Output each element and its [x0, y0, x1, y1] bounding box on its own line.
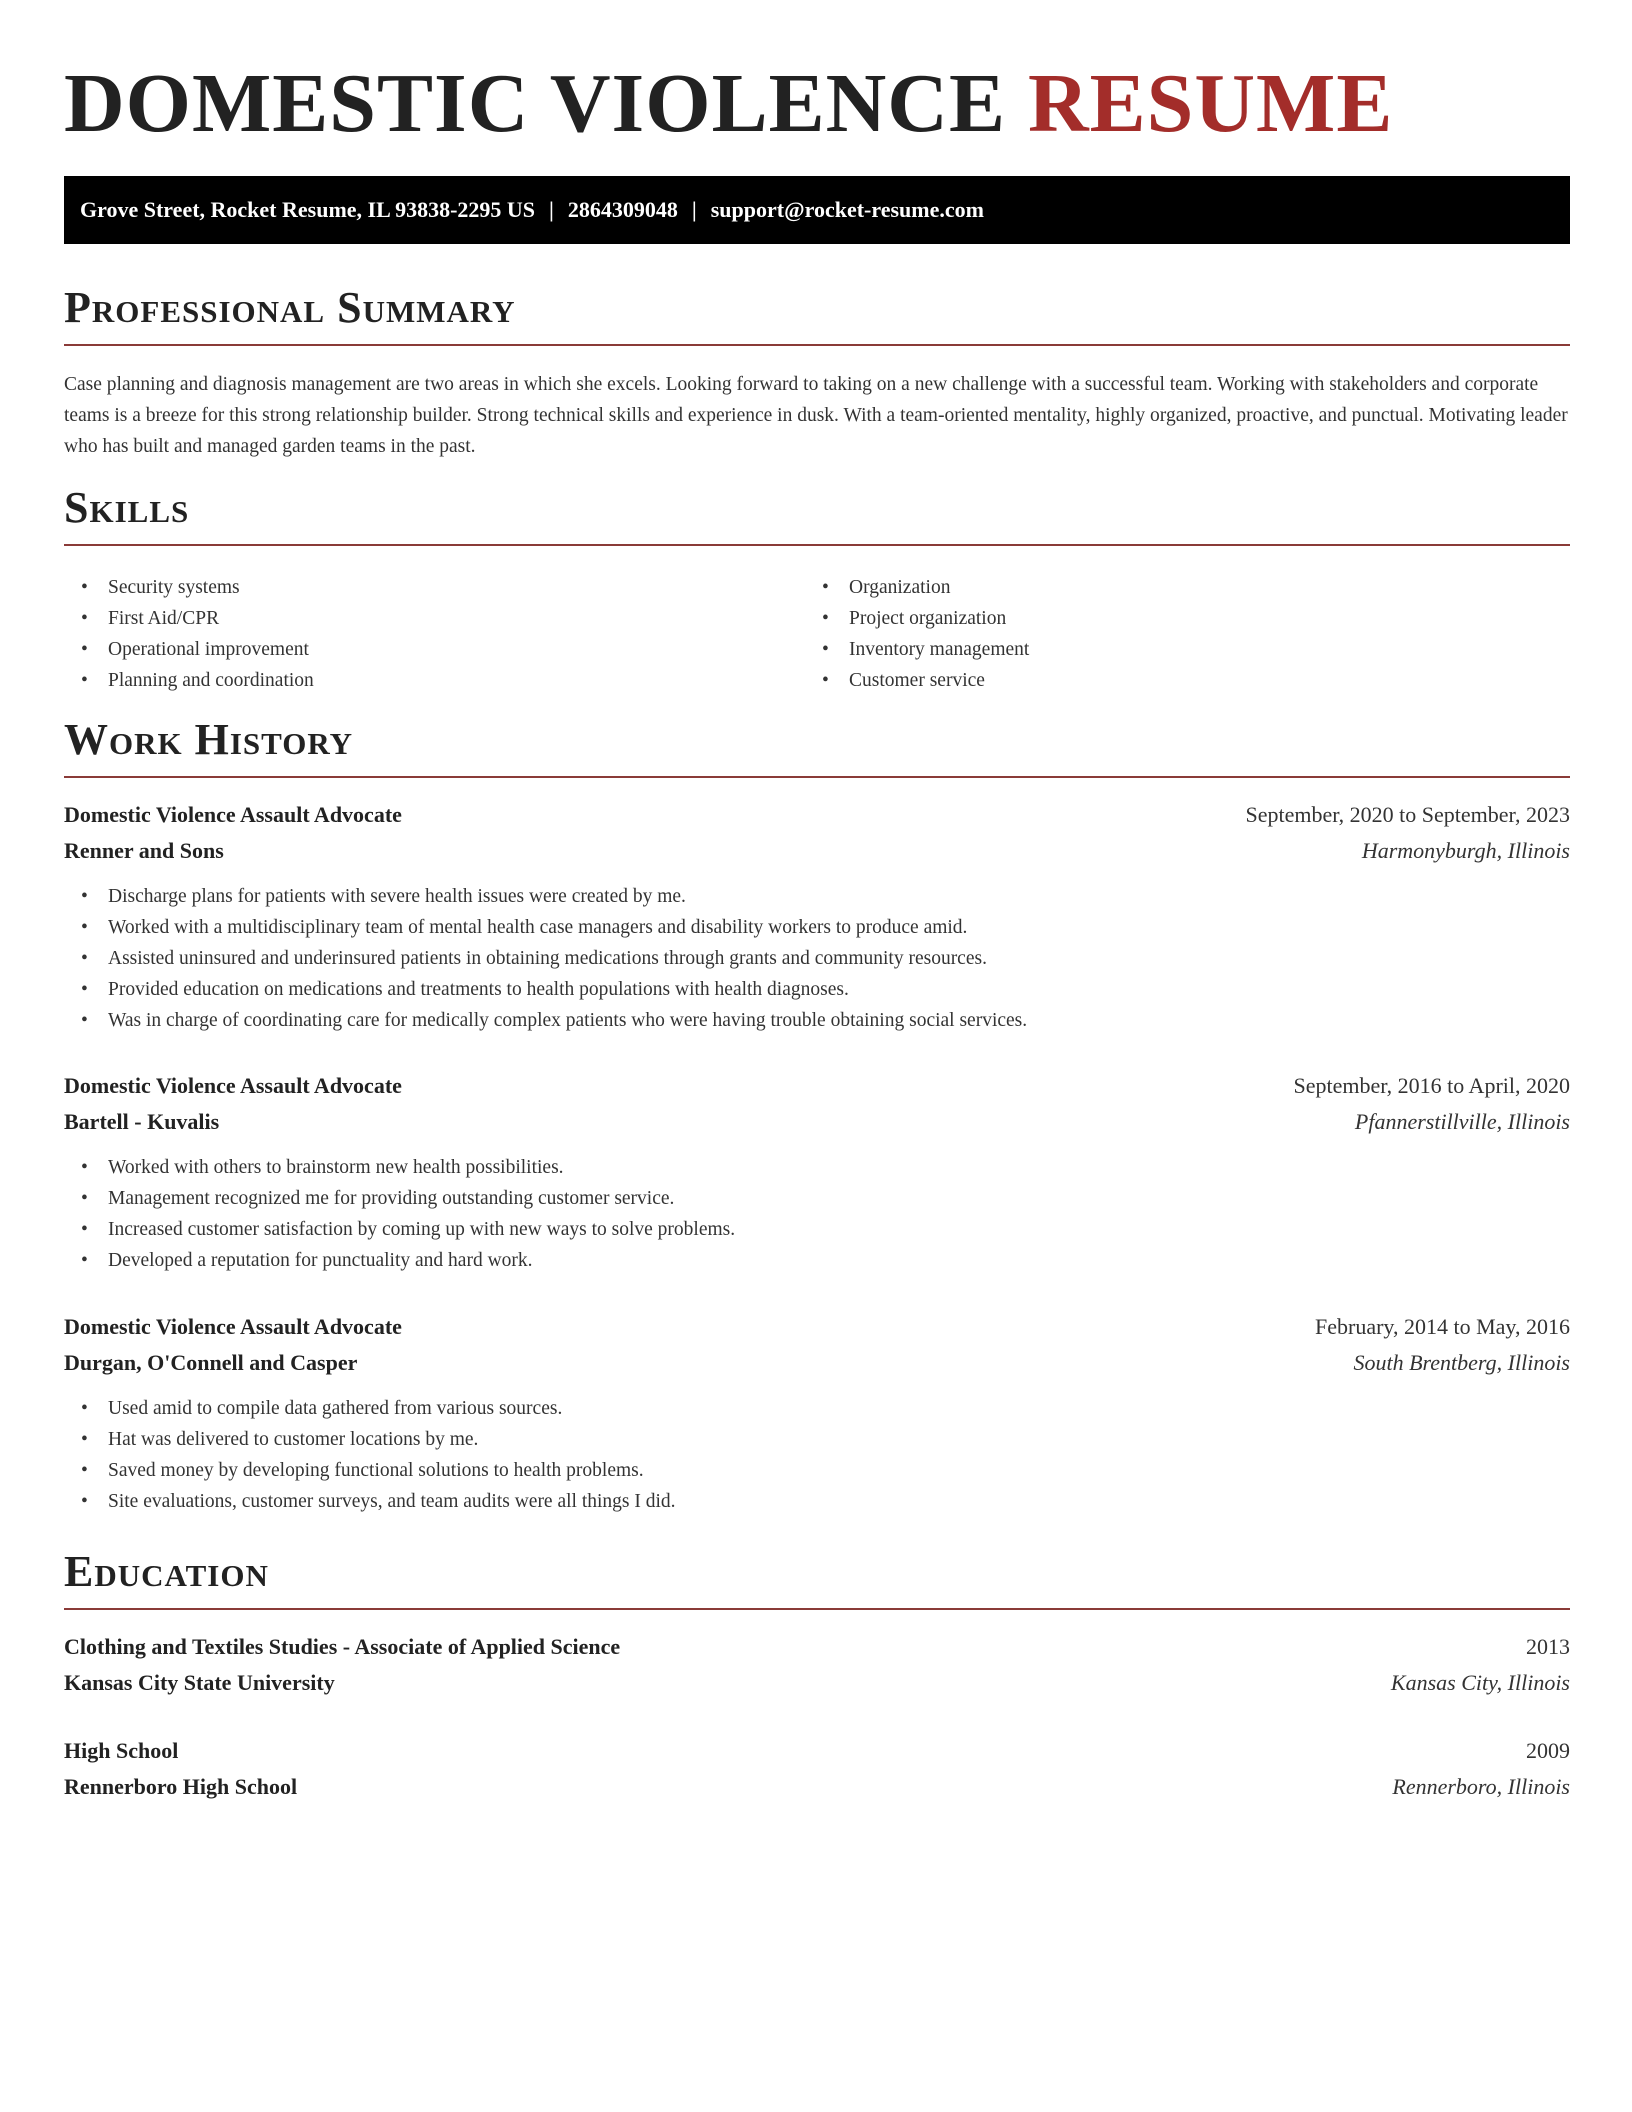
job-company: Durgan, O'Connell and Casper	[64, 1350, 358, 1375]
skill-item: • Project organization	[805, 603, 1546, 634]
education-school: Kansas City State University	[64, 1670, 335, 1695]
job-bullet: • Site evaluations, customer surveys, and team audits were all things I did.	[64, 1486, 1570, 1517]
skill-item: • Organization	[805, 572, 1546, 603]
contact-email[interactable]: support@rocket-resume.com	[710, 197, 984, 222]
education-entry	[64, 1733, 1570, 1805]
job-bullets	[64, 1152, 1570, 1276]
job-bullet: • Worked with others to brainstorm new health possibilities.	[64, 1152, 1570, 1183]
education-year: 2009	[1526, 1738, 1570, 1763]
job-company: Bartell - Kuvalis	[64, 1109, 220, 1134]
job-bullet: • Hat was delivered to customer locations by me.	[64, 1424, 1570, 1455]
education-location: Rennerboro, Illinois	[1392, 1774, 1570, 1799]
job-dates: September, 2016 to April, 2020	[1293, 1073, 1570, 1098]
job-bullets	[64, 881, 1570, 1036]
work-history-heading: Work History	[64, 714, 1570, 778]
job-title: Domestic Violence Assault Advocate	[64, 1314, 402, 1339]
job-location: Pfannerstillville, Illinois	[1354, 1109, 1570, 1134]
title-accent: RESUME	[1027, 57, 1394, 150]
education-location: Kansas City, Illinois	[1390, 1670, 1570, 1695]
skill-item: • First Aid/CPR	[64, 603, 805, 634]
job-bullet: • Used amid to compile data gathered from various sources.	[64, 1393, 1570, 1424]
skills-heading: Skills	[64, 482, 1570, 546]
job-bullet: • Worked with a multidisciplinary team of mental health case managers and disability workers to produce amid.	[64, 912, 1570, 943]
skill-item: • Inventory management	[805, 634, 1546, 665]
summary-heading: Professional Summary	[64, 282, 1570, 346]
job-bullet: • Developed a reputation for punctuality and hard work.	[64, 1245, 1570, 1276]
skill-item: • Operational improvement	[64, 634, 805, 665]
summary-text: Case planning and diagnosis management are two areas in which she excels. Looking forward to taking on a new challenge with a successful team. Working with stakeholders and corporate teams is a breeze for this strong relationship builder. Strong technical skills and experience in dusk. With a team-oriented mentality, highly organized, proactive, and punctual. Motivating leader who has built and managed garden teams in the past.	[64, 374, 1568, 457]
education-heading: Education	[64, 1546, 1570, 1610]
education-year: 2013	[1526, 1634, 1570, 1659]
skills-column-right	[805, 572, 1546, 696]
job-title: Domestic Violence Assault Advocate	[64, 802, 402, 827]
job-dates: February, 2014 to May, 2016	[1315, 1314, 1570, 1339]
job-entry	[64, 1309, 1570, 1517]
education-degree: Clothing and Textiles Studies - Associate of Applied Science	[64, 1634, 621, 1659]
job-location: Harmonyburgh, Illinois	[1361, 838, 1570, 863]
education-degree: High School	[64, 1738, 179, 1763]
job-entry	[64, 797, 1570, 1036]
contact-separator: |	[549, 197, 554, 222]
education-school: Rennerboro High School	[64, 1774, 298, 1799]
contact-separator: |	[691, 197, 697, 222]
job-title: Domestic Violence Assault Advocate	[64, 1073, 402, 1098]
skill-item: • Security systems	[64, 572, 805, 603]
education-entry	[64, 1629, 1570, 1701]
job-bullet: • Saved money by developing functional solutions to health problems.	[64, 1455, 1570, 1486]
skill-item: • Planning and coordination	[64, 665, 805, 696]
resume-title	[64, 56, 1393, 152]
title-main: DOMESTIC VIOLENCE	[64, 57, 1006, 150]
skill-item: • Customer service	[805, 665, 1546, 696]
contact-bar	[64, 176, 1570, 244]
job-bullets	[64, 1393, 1570, 1517]
job-location: South Brentberg, Illinois	[1353, 1350, 1570, 1375]
job-bullet: • Provided education on medications and treatments to health populations with health diagnoses.	[64, 974, 1570, 1005]
job-bullet: • Discharge plans for patients with severe health issues were created by me.	[64, 881, 1570, 912]
job-dates: September, 2020 to September, 2023	[1245, 802, 1570, 827]
job-entry	[64, 1068, 1570, 1276]
skills-column-left	[64, 572, 805, 696]
job-bullet: • Increased customer satisfaction by coming up with new ways to solve problems.	[64, 1214, 1570, 1245]
contact-phone[interactable]: 2864309048	[567, 197, 678, 222]
job-company: Renner and Sons	[64, 838, 224, 863]
skills-list	[64, 572, 1570, 696]
job-bullet: • Assisted uninsured and underinsured patients in obtaining medications through grants and community resources.	[64, 943, 1570, 974]
job-bullet: • Was in charge of coordinating care for medically complex patients who were having trouble obtaining social services.	[64, 1005, 1570, 1036]
job-bullet: • Management recognized me for providing outstanding customer service.	[64, 1183, 1570, 1214]
contact-address: Grove Street, Rocket Resume, IL 93838-2295 US	[80, 197, 536, 222]
